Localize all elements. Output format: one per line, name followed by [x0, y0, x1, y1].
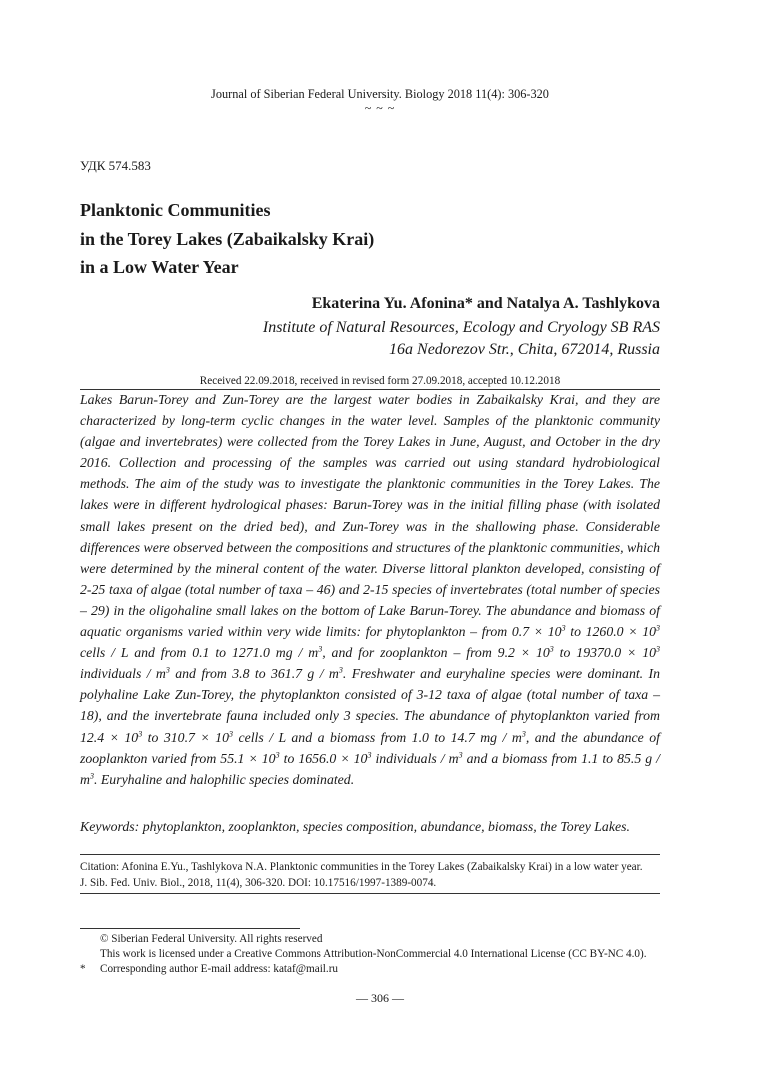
- title-line-3: in a Low Water Year: [80, 257, 239, 277]
- superscript: 3: [367, 750, 372, 759]
- title-line-2: in the Torey Lakes (Zabaikalsky Krai): [80, 228, 375, 249]
- superscript: 3: [89, 771, 94, 781]
- journal-header: Journal of Siberian Federal University. Biology 2018 11(4): 306-320: [211, 87, 549, 101]
- abstract-text: individuals / m: [371, 750, 459, 766]
- affiliation: [263, 317, 660, 360]
- abstract-text: , and for zooplankton – from 9.2 × 10: [322, 645, 550, 661]
- keywords: Keywords: phytoplankton, zooplankton, species composition, abundance, biomass, the Torey Lakes.: [80, 819, 630, 834]
- footnote-star-mark: *: [80, 962, 86, 975]
- abstract-text: individuals / m: [80, 666, 166, 682]
- affiliation-line-2: 16a Nedorezov Str., Chita, 672014, Russia: [389, 340, 660, 358]
- header-ornament: ~ ~ ~: [364, 101, 396, 115]
- abstract-text: and a biomass from 1.1 to 85.5 g / m: [80, 750, 661, 787]
- title-line-1: Planktonic Communities: [80, 200, 271, 220]
- superscript: 3: [318, 644, 323, 654]
- footnote-rule: [80, 928, 300, 929]
- citation: [80, 860, 665, 891]
- affiliation-line-1: Institute of Natural Resources, Ecology and Cryology SB RAS: [262, 319, 660, 336]
- udk-code: УДК 574.583: [80, 158, 151, 173]
- abstract-text: . Euryhaline and halophilic species dominated.: [93, 771, 355, 787]
- superscript: 3: [338, 665, 343, 675]
- abstract: [80, 389, 660, 790]
- superscript: 3: [165, 665, 170, 675]
- abstract-text: to 1260.0 × 10: [565, 624, 656, 640]
- superscript: 3: [561, 623, 566, 633]
- abstract-text: Lakes Barun-Torey and Zun-Torey are the largest water bodies in Zabaikalsky Krai, and they are characterized by long-term cyclic changes in the water level. Samples of the planktonic community (algae and invertebrates) were collected from the Torey Lakes in June, August, and October in the dry 2016. Collection and processing of the samples was carried out using standard hydrobiological methods. The aim of the study was to investigate the planktonic communities in the Torey Lakes. The lakes were in different hydrological phases: Barun-Torey was in the initial filling phase (with isolated small lakes present on the dried bed), and Zun-Torey was in the shallowing phase. Considerable differences were observed between the compositions and structures of the planktonic communities, which were determined by the mineral content of the water. Diverse littoral plankton developed, consisting of 2-25 taxa of algae (total number of taxa – 46) and 2-15 species of invertebrates (total number of species – 29) in the oligohaline small lakes on the bottom of Lake Barun-Torey. The abundance and biomass of aquatic organisms varied within very wide limits: for phytoplankton – from 0.7 × 10: [80, 392, 660, 640]
- superscript: 3: [656, 644, 661, 654]
- superscript: 3: [275, 750, 280, 759]
- article-title: [80, 196, 374, 282]
- page-number: — 306 —: [356, 991, 404, 1005]
- abstract-text: to 19370.0 × 10: [553, 645, 657, 661]
- superscript: 3: [656, 623, 660, 633]
- citation-line-2: J. Sib. Fed. Univ. Biol., 2018, 11(4), 306-320. DOI: 10.17516/1997-1389-0074.: [80, 876, 437, 889]
- abstract-text: to 310.7 × 10: [142, 729, 229, 745]
- superscript: 3: [228, 728, 233, 738]
- superscript: 3: [458, 750, 463, 759]
- superscript: 3: [138, 728, 143, 738]
- citation-line-1: Citation: Afonina E.Yu., Tashlykova N.A. Planktonic communities in the Torey Lakes (Zabaikalsky Krai) in a low water year.: [80, 861, 643, 873]
- received-dates: Received 22.09.2018, received in revised form 27.09.2018, accepted 10.12.2018: [199, 375, 561, 387]
- authors: Ekaterina Yu. Afonina* and Natalya A. Tashlykova: [311, 295, 660, 312]
- footnotes: [80, 932, 670, 976]
- abstract-text: to 1656.0 × 10: [279, 750, 368, 766]
- superscript: 3: [549, 644, 554, 654]
- footnote-corresponding: [80, 962, 670, 977]
- abstract-text: . Freshwater and euryhaline species were dominant. In polyhaline Lake Zun-Torey, the phytoplankton consisted of 3-12 taxa of algae (total number of taxa – 18), and the invertebrate fauna included only 3 species. The abundance of phytoplankton varied from 12.4 × 10: [80, 666, 660, 745]
- abstract-text: , and the abundance of zooplankton varied from 55.1 × 10: [80, 729, 660, 766]
- footnote-copyright: © Siberian Federal University. All rights reserved: [100, 933, 323, 945]
- corresponding-author-email: Corresponding author E-mail address: kataf@mail.ru: [100, 962, 339, 975]
- abstract-text: cells / L and a biomass from 1.0 to 14.7 mg / m: [232, 729, 522, 745]
- citation-bottom-rule: [80, 893, 660, 894]
- citation-top-rule: [80, 854, 660, 855]
- superscript: 3: [521, 728, 526, 738]
- footnote-license: This work is licensed under a Creative Commons Attribution-NonCommercial 4.0 International License (CC BY-NC 4.0).: [100, 947, 647, 960]
- abstract-text: and from 3.8 to 361.7 g / m: [169, 666, 339, 682]
- abstract-text: cells / L and from 0.1 to 1271.0 mg / m: [80, 645, 319, 661]
